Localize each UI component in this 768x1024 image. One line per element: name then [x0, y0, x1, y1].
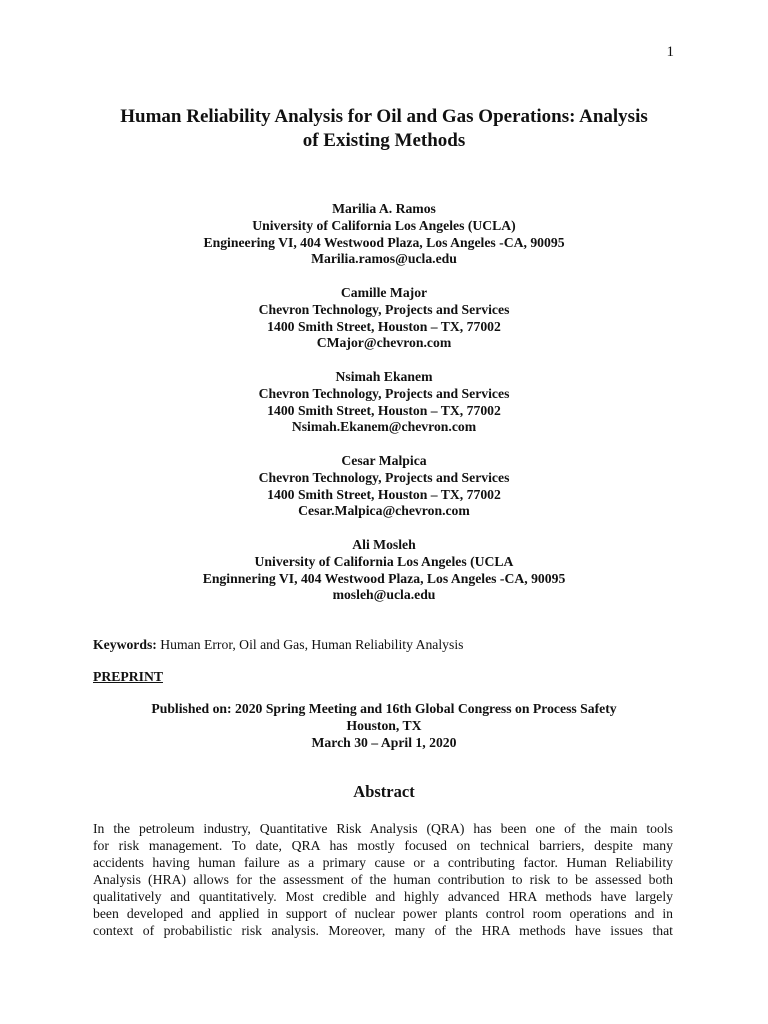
author-affiliation: Chevron Technology, Projects and Services [258, 301, 510, 317]
author-block [80, 285, 688, 352]
author-email[interactable]: Cesar.Malpica@chevron.com [298, 503, 470, 519]
abstract-heading: Abstract [353, 782, 415, 801]
author-name: Ali Mosleh [352, 536, 416, 552]
keywords-line [93, 636, 464, 653]
author-affiliation: University of California Los Angeles (UCLA) [252, 217, 516, 233]
author-affiliation: Chevron Technology, Projects and Services [258, 469, 510, 485]
author-address: 1400 Smith Street, Houston – TX, 77002 [267, 402, 501, 418]
publication-info [80, 700, 688, 751]
abstract-body [93, 820, 673, 939]
author-name: Camille Major [340, 284, 428, 300]
author-email[interactable]: Marilia.ramos@ucla.edu [311, 251, 457, 267]
author-block [80, 201, 688, 268]
keywords-text: Human Error, Oil and Gas, Human Reliability Analysis [156, 637, 464, 652]
title-line: of Existing Methods [302, 130, 466, 151]
author-affiliation: University of California Los Angeles (UCLA [254, 553, 514, 569]
author-block [80, 369, 688, 436]
author-affiliation: Chevron Technology, Projects and Services [258, 385, 510, 401]
author-email[interactable]: Nsimah.Ekanem@chevron.com [291, 419, 477, 435]
abstract-line: accidents having human failure as a primary cause or a contributing factor. Human Reliability [93, 855, 673, 870]
author-address: 1400 Smith Street, Houston – TX, 77002 [267, 486, 501, 502]
publication-dates: March 30 – April 1, 2020 [311, 735, 457, 750]
abstract-line: been developed and applied in support of nuclear power plants control room operations and in [93, 906, 673, 921]
preprint-label: PREPRINT [93, 669, 163, 684]
paper-title [80, 105, 688, 153]
keywords-label: Keywords: [93, 637, 157, 652]
author-address: Engineering VI, 404 Westwood Plaza, Los Angeles -CA, 90095 [203, 234, 565, 250]
author-email[interactable]: CMajor@chevron.com [316, 335, 452, 351]
author-email[interactable]: mosleh@ucla.edu [332, 587, 436, 603]
abstract-line: qualitatively and quantitatively. Most credible and highly advanced HRA methods have largely [93, 889, 673, 904]
abstract-line: In the petroleum industry, Quantitative Risk Analysis (QRA) has been one of the main tools [93, 821, 673, 836]
author-address: 1400 Smith Street, Houston – TX, 77002 [267, 318, 501, 334]
author-name: Cesar Malpica [341, 452, 427, 468]
author-name: Nsimah Ekanem [335, 368, 433, 384]
author-name: Marilia A. Ramos [332, 201, 436, 216]
author-block [80, 537, 688, 604]
abstract-line: context of probabilistic risk analysis. Moreover, many of the HRA methods have issues that [93, 923, 673, 938]
author-list [80, 201, 688, 621]
author-address: Enginnering VI, 404 Westwood Plaza, Los Angeles -CA, 90095 [202, 570, 566, 586]
title-line: Human Reliability Analysis for Oil and Gas Operations: Analysis [120, 106, 648, 127]
publication-location: Houston, TX [346, 718, 422, 733]
publication-venue: Published on: 2020 Spring Meeting and 16th Global Congress on Process Safety [151, 701, 617, 716]
author-block [80, 453, 688, 520]
page-number: 1 [666, 44, 674, 60]
abstract-line: Analysis (HRA) allows for the assessment of the human contribution to risk to be assessed both [93, 872, 673, 887]
abstract-line: for risk management. To date, QRA has mostly focused on technical barriers, despite many [93, 838, 673, 853]
